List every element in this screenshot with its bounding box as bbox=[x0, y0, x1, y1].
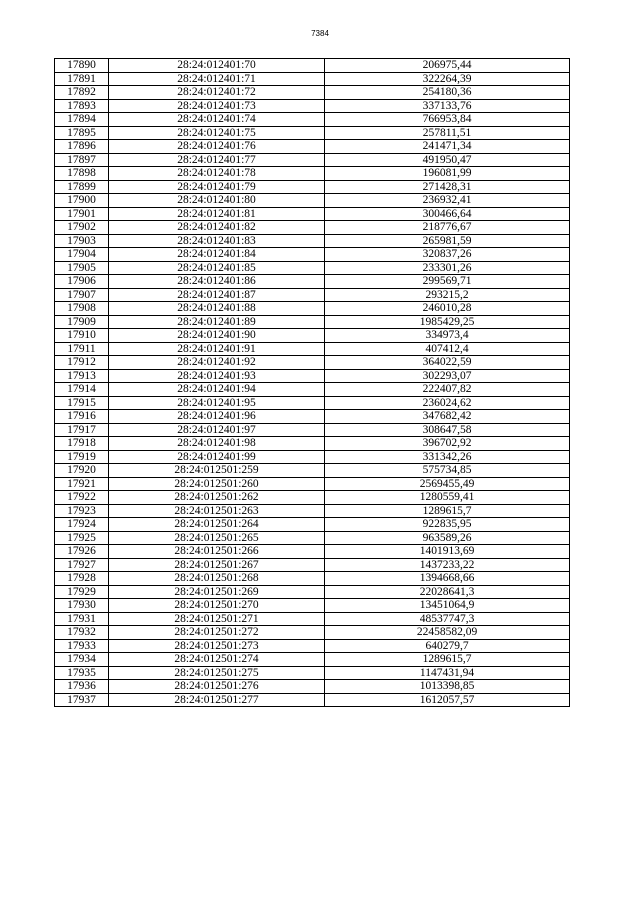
cadastral-number-cell: 28:24:012501:277 bbox=[109, 693, 325, 707]
row-number-cell: 17921 bbox=[55, 477, 109, 491]
cadastral-number-cell: 28:24:012501:262 bbox=[109, 491, 325, 505]
table-row bbox=[55, 545, 570, 559]
table-row bbox=[55, 653, 570, 667]
row-number-cell: 17926 bbox=[55, 545, 109, 559]
row-number-cell: 17905 bbox=[55, 261, 109, 275]
cadastral-number-cell: 28:24:012501:275 bbox=[109, 666, 325, 680]
table-body bbox=[55, 59, 570, 707]
value-cell: 271428,31 bbox=[325, 180, 570, 194]
value-cell: 1394668,66 bbox=[325, 572, 570, 586]
value-cell: 48537747,3 bbox=[325, 612, 570, 626]
row-number-cell: 17898 bbox=[55, 167, 109, 181]
cadastral-number-cell: 28:24:012401:75 bbox=[109, 126, 325, 140]
row-number-cell: 17916 bbox=[55, 410, 109, 424]
table-row bbox=[55, 531, 570, 545]
row-number-cell: 17934 bbox=[55, 653, 109, 667]
row-number-cell: 17891 bbox=[55, 72, 109, 86]
cadastral-number-cell: 28:24:012401:87 bbox=[109, 288, 325, 302]
value-cell: 1013398,85 bbox=[325, 680, 570, 694]
table-row bbox=[55, 302, 570, 316]
row-number-cell: 17920 bbox=[55, 464, 109, 478]
cadastral-number-cell: 28:24:012401:79 bbox=[109, 180, 325, 194]
table-row bbox=[55, 153, 570, 167]
table-row bbox=[55, 126, 570, 140]
value-cell: 575734,85 bbox=[325, 464, 570, 478]
row-number-cell: 17930 bbox=[55, 599, 109, 613]
row-number-cell: 17902 bbox=[55, 221, 109, 235]
cadastral-number-cell: 28:24:012501:271 bbox=[109, 612, 325, 626]
table-row bbox=[55, 275, 570, 289]
table-row bbox=[55, 329, 570, 343]
value-cell: 364022,59 bbox=[325, 356, 570, 370]
table-row bbox=[55, 572, 570, 586]
cadastral-number-cell: 28:24:012401:98 bbox=[109, 437, 325, 451]
value-cell: 337133,76 bbox=[325, 99, 570, 113]
row-number-cell: 17914 bbox=[55, 383, 109, 397]
value-cell: 236024,62 bbox=[325, 396, 570, 410]
value-cell: 300466,64 bbox=[325, 207, 570, 221]
row-number-cell: 17908 bbox=[55, 302, 109, 316]
table-row bbox=[55, 86, 570, 100]
cadastral-number-cell: 28:24:012401:91 bbox=[109, 342, 325, 356]
table-row bbox=[55, 261, 570, 275]
table-row bbox=[55, 626, 570, 640]
cadastral-number-cell: 28:24:012401:70 bbox=[109, 59, 325, 73]
value-cell: 2569455,49 bbox=[325, 477, 570, 491]
table-row bbox=[55, 248, 570, 262]
table-row bbox=[55, 288, 570, 302]
cadastral-number-cell: 28:24:012401:93 bbox=[109, 369, 325, 383]
value-cell: 1280559,41 bbox=[325, 491, 570, 505]
row-number-cell: 17922 bbox=[55, 491, 109, 505]
row-number-cell: 17917 bbox=[55, 423, 109, 437]
table-row bbox=[55, 558, 570, 572]
value-cell: 257811,51 bbox=[325, 126, 570, 140]
row-number-cell: 17894 bbox=[55, 113, 109, 127]
cadastral-number-cell: 28:24:012401:90 bbox=[109, 329, 325, 343]
row-number-cell: 17928 bbox=[55, 572, 109, 586]
cadastral-number-cell: 28:24:012401:73 bbox=[109, 99, 325, 113]
value-cell: 13451064,9 bbox=[325, 599, 570, 613]
table-row bbox=[55, 315, 570, 329]
row-number-cell: 17907 bbox=[55, 288, 109, 302]
row-number-cell: 17931 bbox=[55, 612, 109, 626]
value-cell: 22028641,3 bbox=[325, 585, 570, 599]
row-number-cell: 17923 bbox=[55, 504, 109, 518]
cadastral-number-cell: 28:24:012501:259 bbox=[109, 464, 325, 478]
table-row bbox=[55, 383, 570, 397]
cadastral-number-cell: 28:24:012401:72 bbox=[109, 86, 325, 100]
value-cell: 1289615,7 bbox=[325, 653, 570, 667]
table-row bbox=[55, 234, 570, 248]
cadastral-number-cell: 28:24:012501:264 bbox=[109, 518, 325, 532]
value-cell: 491950,47 bbox=[325, 153, 570, 167]
row-number-cell: 17900 bbox=[55, 194, 109, 208]
cadastral-number-cell: 28:24:012501:270 bbox=[109, 599, 325, 613]
table-row bbox=[55, 612, 570, 626]
table-row bbox=[55, 99, 570, 113]
row-number-cell: 17933 bbox=[55, 639, 109, 653]
table-row bbox=[55, 585, 570, 599]
row-number-cell: 17925 bbox=[55, 531, 109, 545]
row-number-cell: 17906 bbox=[55, 275, 109, 289]
cadastral-number-cell: 28:24:012501:266 bbox=[109, 545, 325, 559]
value-cell: 766953,84 bbox=[325, 113, 570, 127]
table-row bbox=[55, 113, 570, 127]
row-number-cell: 17901 bbox=[55, 207, 109, 221]
table-row bbox=[55, 396, 570, 410]
row-number-cell: 17910 bbox=[55, 329, 109, 343]
cadastral-number-cell: 28:24:012501:274 bbox=[109, 653, 325, 667]
cadastral-number-cell: 28:24:012401:82 bbox=[109, 221, 325, 235]
cadastral-number-cell: 28:24:012401:89 bbox=[109, 315, 325, 329]
cadastral-number-cell: 28:24:012401:80 bbox=[109, 194, 325, 208]
table-row bbox=[55, 504, 570, 518]
value-cell: 222407,82 bbox=[325, 383, 570, 397]
row-number-cell: 17896 bbox=[55, 140, 109, 154]
table-row bbox=[55, 369, 570, 383]
value-cell: 1985429,25 bbox=[325, 315, 570, 329]
row-number-cell: 17890 bbox=[55, 59, 109, 73]
cadastral-number-cell: 28:24:012401:76 bbox=[109, 140, 325, 154]
value-cell: 236932,41 bbox=[325, 194, 570, 208]
row-number-cell: 17909 bbox=[55, 315, 109, 329]
row-number-cell: 17932 bbox=[55, 626, 109, 640]
row-number-cell: 17897 bbox=[55, 153, 109, 167]
row-number-cell: 17919 bbox=[55, 450, 109, 464]
value-cell: 308647,58 bbox=[325, 423, 570, 437]
value-cell: 265981,59 bbox=[325, 234, 570, 248]
row-number-cell: 17895 bbox=[55, 126, 109, 140]
value-cell: 1289615,7 bbox=[325, 504, 570, 518]
cadastral-number-cell: 28:24:012401:83 bbox=[109, 234, 325, 248]
row-number-cell: 17904 bbox=[55, 248, 109, 262]
row-number-cell: 17903 bbox=[55, 234, 109, 248]
row-number-cell: 17918 bbox=[55, 437, 109, 451]
cadastral-number-cell: 28:24:012401:99 bbox=[109, 450, 325, 464]
cadastral-number-cell: 28:24:012401:81 bbox=[109, 207, 325, 221]
cadastral-number-cell: 28:24:012501:276 bbox=[109, 680, 325, 694]
table-row bbox=[55, 518, 570, 532]
cadastral-number-cell: 28:24:012501:273 bbox=[109, 639, 325, 653]
value-cell: 206975,44 bbox=[325, 59, 570, 73]
value-cell: 1147431,94 bbox=[325, 666, 570, 680]
table-row bbox=[55, 140, 570, 154]
cadastral-number-cell: 28:24:012501:260 bbox=[109, 477, 325, 491]
row-number-cell: 17924 bbox=[55, 518, 109, 532]
value-cell: 302293,07 bbox=[325, 369, 570, 383]
value-cell: 347682,42 bbox=[325, 410, 570, 424]
value-cell: 320837,26 bbox=[325, 248, 570, 262]
value-cell: 293215,2 bbox=[325, 288, 570, 302]
value-cell: 963589,26 bbox=[325, 531, 570, 545]
table-row bbox=[55, 423, 570, 437]
table-row bbox=[55, 59, 570, 73]
row-number-cell: 17936 bbox=[55, 680, 109, 694]
table-row bbox=[55, 639, 570, 653]
cadastral-number-cell: 28:24:012501:265 bbox=[109, 531, 325, 545]
table-row bbox=[55, 410, 570, 424]
value-cell: 218776,67 bbox=[325, 221, 570, 235]
row-number-cell: 17915 bbox=[55, 396, 109, 410]
value-cell: 331342,26 bbox=[325, 450, 570, 464]
cadastral-number-cell: 28:24:012401:92 bbox=[109, 356, 325, 370]
value-cell: 1401913,69 bbox=[325, 545, 570, 559]
row-number-cell: 17899 bbox=[55, 180, 109, 194]
value-cell: 322264,39 bbox=[325, 72, 570, 86]
cadastral-number-cell: 28:24:012401:96 bbox=[109, 410, 325, 424]
row-number-cell: 17893 bbox=[55, 99, 109, 113]
row-number-cell: 17935 bbox=[55, 666, 109, 680]
value-cell: 241471,34 bbox=[325, 140, 570, 154]
table-row bbox=[55, 167, 570, 181]
table-row bbox=[55, 221, 570, 235]
cadastral-number-cell: 28:24:012501:272 bbox=[109, 626, 325, 640]
cadastral-number-cell: 28:24:012401:77 bbox=[109, 153, 325, 167]
table-row bbox=[55, 450, 570, 464]
cadastral-number-cell: 28:24:012401:94 bbox=[109, 383, 325, 397]
cadastral-number-cell: 28:24:012401:97 bbox=[109, 423, 325, 437]
value-cell: 22458582,09 bbox=[325, 626, 570, 640]
cadastral-number-cell: 28:24:012501:268 bbox=[109, 572, 325, 586]
value-cell: 640279,7 bbox=[325, 639, 570, 653]
table-row bbox=[55, 491, 570, 505]
table-row bbox=[55, 194, 570, 208]
row-number-cell: 17913 bbox=[55, 369, 109, 383]
row-number-cell: 17911 bbox=[55, 342, 109, 356]
row-number-cell: 17892 bbox=[55, 86, 109, 100]
cadastral-number-cell: 28:24:012501:269 bbox=[109, 585, 325, 599]
row-number-cell: 17937 bbox=[55, 693, 109, 707]
cadastral-number-cell: 28:24:012501:263 bbox=[109, 504, 325, 518]
row-number-cell: 17912 bbox=[55, 356, 109, 370]
table-row bbox=[55, 72, 570, 86]
table-row bbox=[55, 356, 570, 370]
table-row bbox=[55, 477, 570, 491]
table-row bbox=[55, 680, 570, 694]
cadastral-number-cell: 28:24:012401:88 bbox=[109, 302, 325, 316]
table-row bbox=[55, 666, 570, 680]
value-cell: 334973,4 bbox=[325, 329, 570, 343]
table-row bbox=[55, 599, 570, 613]
value-cell: 396702,92 bbox=[325, 437, 570, 451]
cadastral-value-table bbox=[54, 58, 570, 707]
cadastral-number-cell: 28:24:012401:74 bbox=[109, 113, 325, 127]
table-row bbox=[55, 207, 570, 221]
value-cell: 1612057,57 bbox=[325, 693, 570, 707]
table-row bbox=[55, 437, 570, 451]
cadastral-number-cell: 28:24:012401:78 bbox=[109, 167, 325, 181]
cadastral-number-cell: 28:24:012401:85 bbox=[109, 261, 325, 275]
table-row bbox=[55, 693, 570, 707]
value-cell: 254180,36 bbox=[325, 86, 570, 100]
table-row bbox=[55, 180, 570, 194]
page-number: 7384 bbox=[311, 29, 329, 38]
cadastral-number-cell: 28:24:012401:86 bbox=[109, 275, 325, 289]
value-cell: 1437233,22 bbox=[325, 558, 570, 572]
value-cell: 233301,26 bbox=[325, 261, 570, 275]
value-cell: 407412,4 bbox=[325, 342, 570, 356]
cadastral-number-cell: 28:24:012401:95 bbox=[109, 396, 325, 410]
value-cell: 246010,28 bbox=[325, 302, 570, 316]
row-number-cell: 17929 bbox=[55, 585, 109, 599]
row-number-cell: 17927 bbox=[55, 558, 109, 572]
table-row bbox=[55, 342, 570, 356]
cadastral-number-cell: 28:24:012401:84 bbox=[109, 248, 325, 262]
table-row bbox=[55, 464, 570, 478]
value-cell: 922835,95 bbox=[325, 518, 570, 532]
value-cell: 299569,71 bbox=[325, 275, 570, 289]
cadastral-number-cell: 28:24:012501:267 bbox=[109, 558, 325, 572]
cadastral-number-cell: 28:24:012401:71 bbox=[109, 72, 325, 86]
value-cell: 196081,99 bbox=[325, 167, 570, 181]
